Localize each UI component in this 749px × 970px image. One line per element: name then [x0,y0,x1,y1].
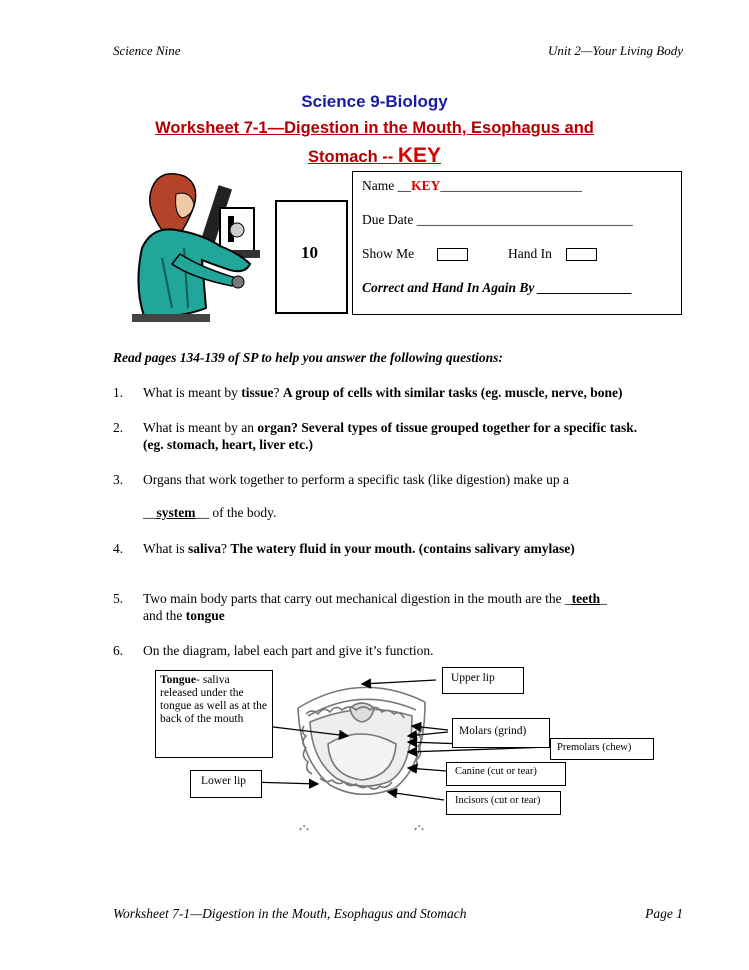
correct-hand-in-line[interactable]: Correct and Hand In Again By ______________ [362,280,633,295]
name-line[interactable] [362,178,582,194]
question-5-answer-tongue: tongue [185,608,225,623]
question-4-answer: The watery fluid in your mouth. (contains salivary amylase) [230,541,575,556]
question-4 [143,540,703,557]
title-subject: Science 9-Biology [301,92,448,111]
question-4-term: saliva [188,541,222,556]
score-value: 10 [301,243,318,262]
question-2-text: What is meant by an [143,420,258,435]
name-value: KEY [411,178,441,193]
label-tongue [155,670,273,758]
title-line3: Stomach -- [307,148,398,166]
question-5-blank-post: _ [600,591,607,606]
question-1-sep: ? [273,385,283,400]
show-me-label: Show Me [362,246,415,261]
question-3-blank-post: __ of the body. [195,505,277,520]
label-tongue-function: - saliva released under the tongue as well as at the back of the mouth [160,674,267,725]
name-label: Name __ [362,178,412,193]
label-tongue-term: Tongue [160,674,197,686]
scientist-microscope-illustration [132,168,267,333]
question-1-term: tissue [241,385,274,400]
header-right: Unit 2—Your Living Body [548,43,683,58]
mouth-drawing [298,687,425,830]
show-me-checkbox[interactable] [437,248,468,261]
question-2-answer-examples: (eg. stomach, heart, liver etc.) [143,437,313,452]
footer-left: Worksheet 7-1—Digestion in the Mouth, Esophagus and Stomach [113,906,467,921]
label-molars: Molars (grind) [452,718,550,748]
label-lower-lip: Lower lip [190,770,262,798]
title-key: KEY [397,144,442,167]
question-number: 1. [113,385,124,400]
question-4-sep: ? [221,541,231,556]
instructions: Read pages 134-139 of SP to help you answer the following questions: [113,350,503,365]
question-5 [143,590,703,624]
label-incisors: Incisors (cut or tear) [446,791,561,815]
question-5-answer-teeth: teeth [571,591,601,606]
question-3-blank-pre: __ [143,505,157,520]
label-upper-lip: Upper lip [442,667,524,694]
question-5-text-line2: and the [143,608,186,623]
title-worksheet [0,115,749,171]
question-number: 5. [113,591,124,606]
label-premolars: Premolars (chew) [550,738,654,760]
question-6-text: On the diagram, label each part and give it’s function. [143,643,434,658]
question-number: 6. [113,643,124,658]
due-date-line[interactable]: Due Date ________________________________ [362,212,633,227]
hand-in-label: Hand In [508,246,552,261]
question-3-answer-line [143,504,703,521]
question-number: 3. [113,472,124,487]
hand-in-checkbox[interactable] [566,248,597,261]
question-number: 4. [113,541,124,556]
question-1-text: What is meant by [143,385,242,400]
question-3-answer: system [156,505,196,520]
footer-page-number: Page 1 [645,906,683,921]
question-number: 2. [113,420,124,435]
question-4-text: What is [143,541,188,556]
name-blank: _____________________ [440,178,583,193]
question-5-text: Two main body parts that carry out mechanical digestion in the mouth are the _ [143,591,572,606]
question-1-answer: A group of cells with similar tasks (eg. muscle, nerve, bone) [282,385,623,400]
question-2 [143,419,703,453]
question-1 [143,384,703,401]
label-canine: Canine (cut or tear) [446,762,566,786]
question-3-text: Organs that work together to perform a specific task (like digestion) make up a [143,472,569,487]
header-left: Science Nine [113,43,181,58]
question-2-answer: organ? Several types of tissue grouped together for a specific task. [257,420,638,435]
title-line2: Worksheet 7-1—Digestion in the Mouth, Esophagus and [155,119,594,137]
